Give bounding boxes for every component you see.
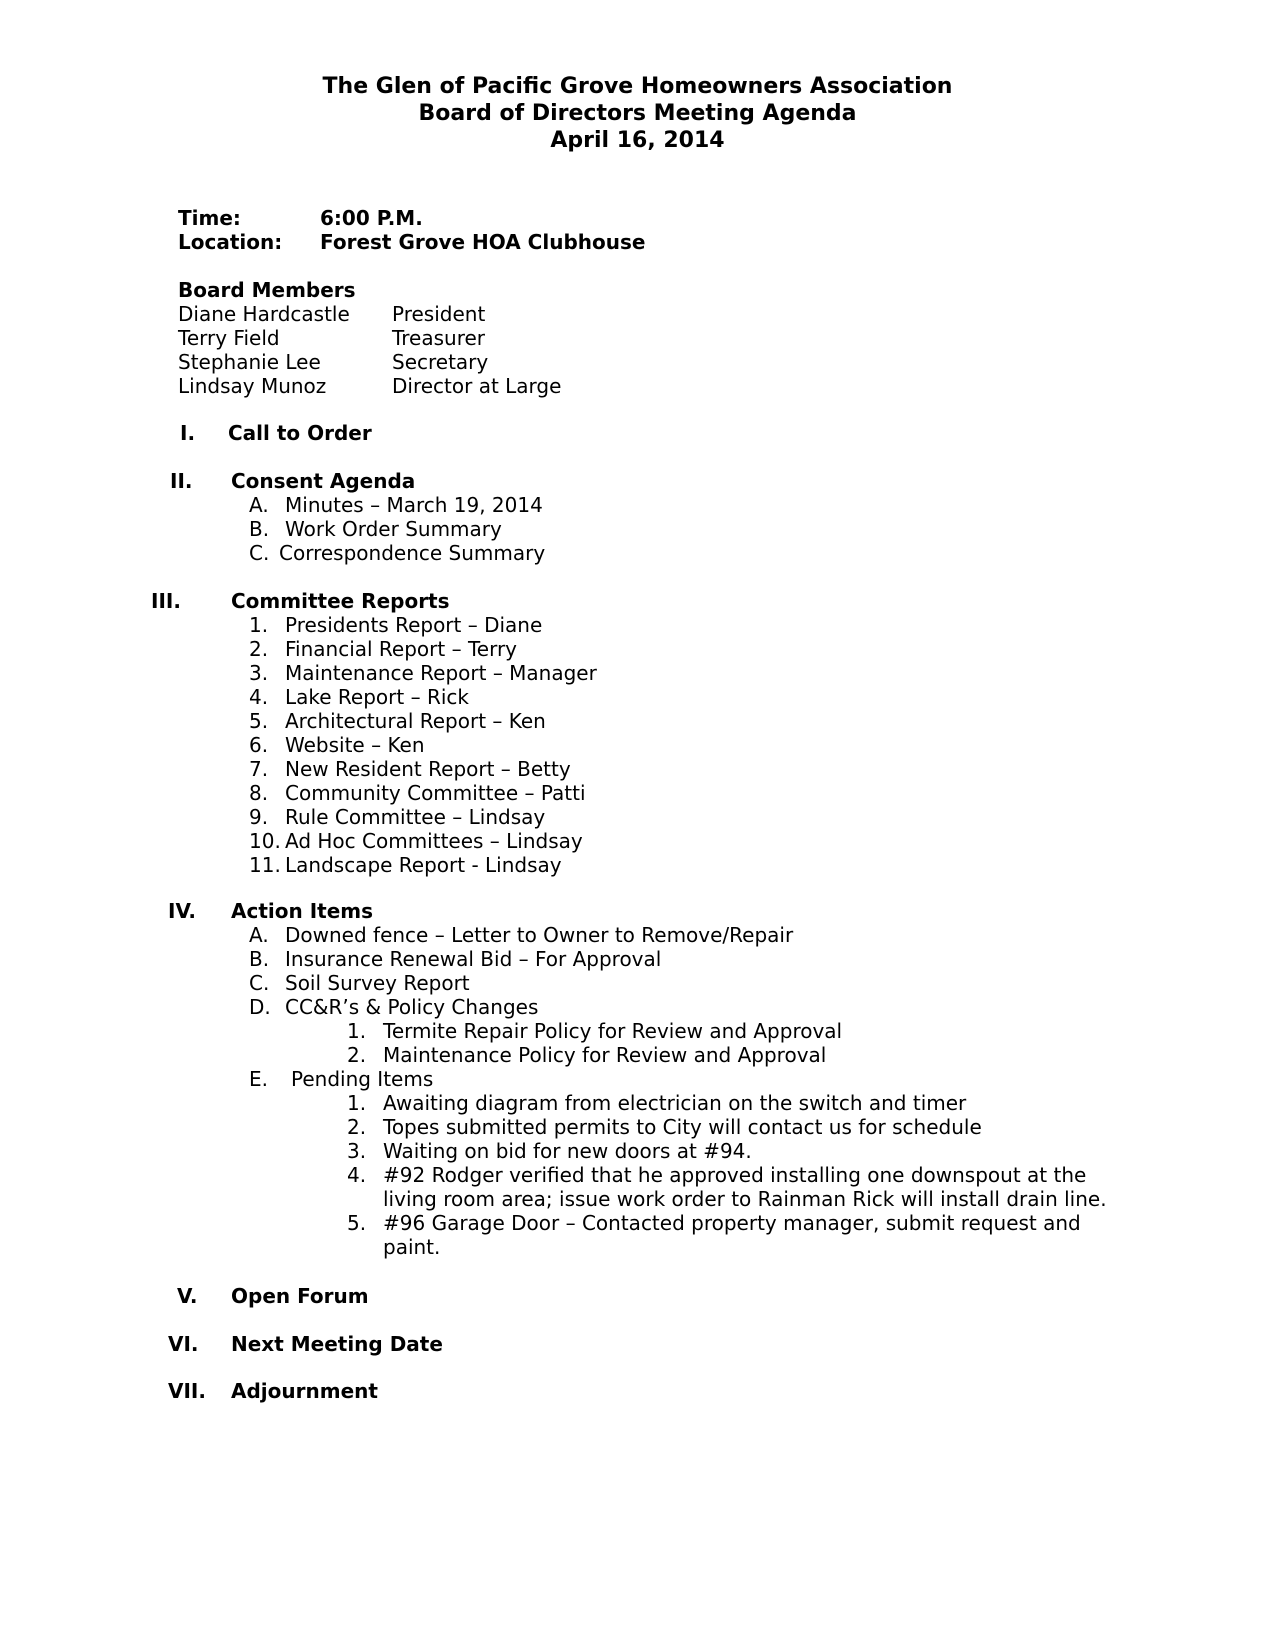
list-marker: 1.: [249, 613, 269, 637]
sublist-item-continued: paint.: [383, 1235, 441, 1259]
list-marker: 10.: [249, 829, 281, 853]
list-item: Rule Committee – Lindsay: [285, 805, 546, 829]
board-heading: Board Members: [178, 278, 356, 302]
member-role: Secretary: [392, 350, 489, 374]
list-marker: A.: [249, 493, 269, 517]
section-numeral: V.: [177, 1284, 198, 1308]
member-name: Stephanie Lee: [178, 350, 321, 374]
sublist-marker: 5.: [347, 1211, 367, 1235]
list-item: Website – Ken: [285, 733, 425, 757]
list-marker: B.: [249, 947, 270, 971]
location-label: Location:: [178, 230, 283, 254]
list-item: Pending Items: [291, 1067, 434, 1091]
section-numeral: IV.: [168, 899, 196, 923]
list-item: Maintenance Report – Manager: [285, 661, 597, 685]
member-name: Diane Hardcastle: [178, 302, 350, 326]
list-marker: C.: [249, 541, 270, 565]
sublist-marker: 2.: [347, 1115, 367, 1139]
list-marker: B.: [249, 517, 270, 541]
section-title-next-meeting-date: Next Meeting Date: [231, 1332, 443, 1356]
section-title-open-forum: Open Forum: [231, 1284, 369, 1308]
doc-subtitle: Board of Directors Meeting Agenda: [418, 101, 857, 126]
location-value: Forest Grove HOA Clubhouse: [320, 230, 646, 254]
section-title-action-items: Action Items: [231, 899, 374, 923]
list-marker: C.: [249, 971, 270, 995]
list-item: Insurance Renewal Bid – For Approval: [285, 947, 662, 971]
list-item: CC&R’s & Policy Changes: [285, 995, 539, 1019]
list-marker: 3.: [249, 661, 269, 685]
sublist-item: Termite Repair Policy for Review and Approval: [383, 1019, 843, 1043]
sublist-marker: 2.: [347, 1043, 367, 1067]
sublist-marker: 1.: [347, 1019, 367, 1043]
time-value: 6:00 P.M.: [320, 206, 423, 230]
list-item: Community Committee – Patti: [285, 781, 586, 805]
list-marker: 11.: [249, 853, 281, 877]
list-marker: 8.: [249, 781, 269, 805]
sublist-item: #96 Garage Door – Contacted property manager, submit request and: [383, 1211, 1081, 1235]
section-numeral: VII.: [168, 1379, 206, 1403]
list-item: Lake Report – Rick: [285, 685, 469, 709]
member-role: Director at Large: [392, 374, 562, 398]
section-numeral: II.: [170, 469, 193, 493]
section-numeral: VI.: [168, 1332, 199, 1356]
list-item: Work Order Summary: [285, 517, 502, 541]
section-title-call-to-order: Call to Order: [228, 421, 372, 445]
list-item: Soil Survey Report: [285, 971, 470, 995]
time-label: Time:: [178, 206, 241, 230]
member-role: Treasurer: [392, 326, 486, 350]
list-item: Presidents Report – Diane: [285, 613, 543, 637]
list-item: Correspondence Summary: [279, 541, 546, 565]
section-numeral: I.: [180, 421, 196, 445]
list-item: Downed fence – Letter to Owner to Remove/Repair: [285, 923, 794, 947]
list-marker: D.: [249, 995, 271, 1019]
list-item: Ad Hoc Committees – Lindsay: [285, 829, 583, 853]
list-marker: 5.: [249, 709, 269, 733]
section-numeral: III.: [151, 589, 181, 613]
list-marker: 9.: [249, 805, 269, 829]
doc-date: April 16, 2014: [550, 128, 725, 153]
section-title-adjournment: Adjournment: [231, 1379, 378, 1403]
section-title-committee-reports: Committee Reports: [231, 589, 450, 613]
sublist-marker: 4.: [347, 1163, 367, 1187]
list-item: Minutes – March 19, 2014: [285, 493, 543, 517]
list-marker: 7.: [249, 757, 269, 781]
list-marker: 4.: [249, 685, 269, 709]
doc-title: The Glen of Pacific Grove Homeowners Association: [322, 74, 953, 99]
list-item: Architectural Report – Ken: [285, 709, 546, 733]
member-name: Terry Field: [178, 326, 280, 350]
sublist-item: Awaiting diagram from electrician on the switch and timer: [383, 1091, 967, 1115]
list-item: New Resident Report – Betty: [285, 757, 571, 781]
sublist-marker: 3.: [347, 1139, 367, 1163]
list-marker: E.: [249, 1067, 268, 1091]
list-marker: A.: [249, 923, 269, 947]
sublist-item: #92 Rodger verified that he approved installing one downspout at the: [383, 1163, 1087, 1187]
sublist-item-continued: living room area; issue work order to Rainman Rick will install drain line.: [383, 1187, 1107, 1211]
sublist-item: Topes submitted permits to City will contact us for schedule: [383, 1115, 982, 1139]
member-role: President: [392, 302, 486, 326]
list-item: Landscape Report - Lindsay: [285, 853, 562, 877]
list-marker: 2.: [249, 637, 269, 661]
sublist-marker: 1.: [347, 1091, 367, 1115]
section-title-consent-agenda: Consent Agenda: [231, 469, 416, 493]
member-name: Lindsay Munoz: [178, 374, 327, 398]
list-item: Financial Report – Terry: [285, 637, 518, 661]
sublist-item: Maintenance Policy for Review and Approval: [383, 1043, 827, 1067]
list-marker: 6.: [249, 733, 269, 757]
sublist-item: Waiting on bid for new doors at #94.: [383, 1139, 752, 1163]
